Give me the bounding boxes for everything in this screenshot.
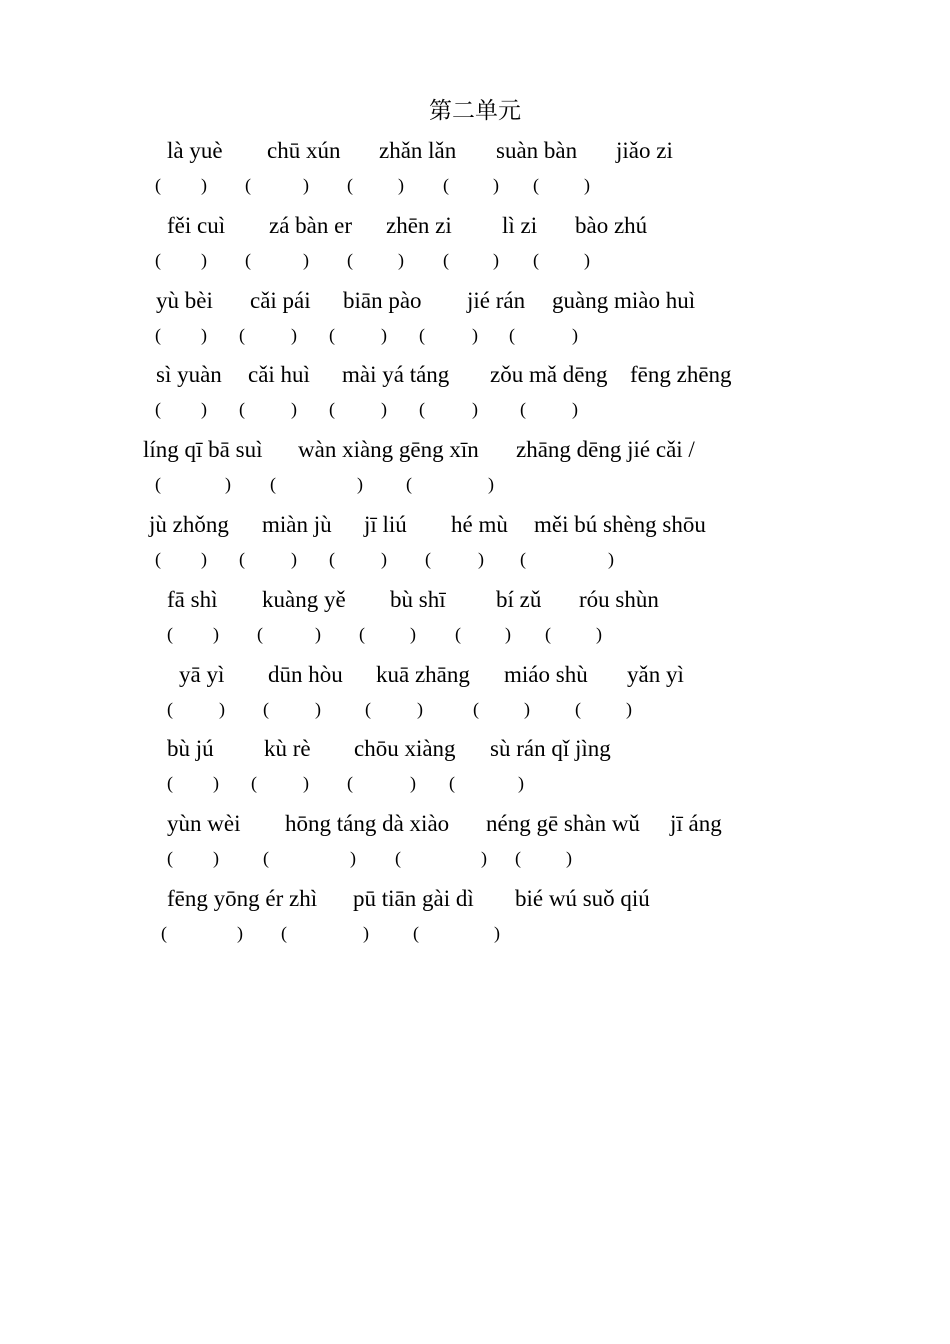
pinyin-word: wàn xiàng gēng xīn [298,437,479,462]
answer-blank-close-paren: ) [596,624,602,644]
answer-blank-close-paren: ) [572,325,578,345]
answer-blank-close-paren: ) [213,848,219,868]
pinyin-word: kuàng yě [262,587,346,612]
answer-blank-close-paren: ) [315,624,321,644]
answer-blank-open-paren: ( [443,175,449,195]
answer-blank-open-paren: ( [155,325,161,345]
pinyin-word: hé mù [451,512,508,537]
pinyin-word: bié wú suǒ qiú [515,886,650,911]
answer-blank-open-paren: ( [155,474,161,494]
answer-blank-open-paren: ( [167,699,173,719]
answer-blank-open-paren: ( [329,549,335,569]
answer-blank-close-paren: ) [494,923,500,943]
pinyin-word: jiǎo zi [616,138,673,163]
answer-blank-open-paren: ( [365,699,371,719]
answer-blank-open-paren: ( [545,624,551,644]
pinyin-word: fěi cuì [167,213,226,238]
answer-blank-open-paren: ( [347,175,353,195]
answer-blank-close-paren: ) [237,923,243,943]
pinyin-word: zá bàn er [269,213,352,238]
pinyin-word: chū xún [267,138,341,163]
answer-blank-open-paren: ( [419,399,425,419]
answer-blank-close-paren: ) [493,250,499,270]
answer-blank-close-paren: ) [488,474,494,494]
answer-blank-open-paren: ( [425,549,431,569]
pinyin-word: biān pào [343,288,422,313]
pinyin-word: jié rán [467,288,526,313]
pinyin-word: yǎn yì [627,662,684,687]
answer-blank-open-paren: ( [419,325,425,345]
pinyin-word: bù jú [167,736,214,761]
answer-blank-open-paren: ( [520,399,526,419]
answer-blank-open-paren: ( [245,250,251,270]
pinyin-word: suàn bàn [496,138,578,163]
page-title: 第二单元 [429,98,521,123]
answer-blank-close-paren: ) [518,773,524,793]
pinyin-word: kù rè [264,736,311,761]
answer-blank-open-paren: ( [329,325,335,345]
answer-blank-open-paren: ( [245,175,251,195]
pinyin-word: jī áng [670,811,722,836]
answer-blank-open-paren: ( [155,175,161,195]
pinyin-word: bù shī [390,587,446,612]
answer-blank-close-paren: ) [357,474,363,494]
answer-blank-open-paren: ( [329,399,335,419]
pinyin-word: miàn jù [262,512,332,537]
pinyin-word: yā yì [179,662,225,687]
answer-blank-close-paren: ) [398,175,404,195]
pinyin-word: fēng yōng ér zhì [167,886,318,911]
answer-blank-close-paren: ) [478,549,484,569]
answer-blank-close-paren: ) [626,699,632,719]
answer-blank-close-paren: ) [481,848,487,868]
answer-blank-close-paren: ) [201,325,207,345]
answer-blank-close-paren: ) [303,250,309,270]
answer-blank-close-paren: ) [381,399,387,419]
answer-blank-open-paren: ( [167,624,173,644]
answer-blank-close-paren: ) [363,923,369,943]
answer-blank-open-paren: ( [239,399,245,419]
answer-blank-open-paren: ( [406,474,412,494]
answer-blank-open-paren: ( [455,624,461,644]
pinyin-word: cǎi huì [248,362,310,387]
answer-blank-close-paren: ) [398,250,404,270]
answer-blank-close-paren: ) [303,773,309,793]
pinyin-word: mài yá táng [342,362,450,387]
answer-blank-open-paren: ( [575,699,581,719]
pinyin-word: pū tiān gài dì [353,886,474,911]
answer-blank-open-paren: ( [449,773,455,793]
answer-blank-open-paren: ( [270,474,276,494]
answer-blank-open-paren: ( [263,848,269,868]
answer-blank-open-paren: ( [520,549,526,569]
answer-blank-close-paren: ) [381,325,387,345]
answer-blank-close-paren: ) [472,325,478,345]
answer-blank-close-paren: ) [225,474,231,494]
pinyin-word: bí zǔ [496,587,542,612]
answer-blank-open-paren: ( [281,923,287,943]
answer-blank-close-paren: ) [566,848,572,868]
answer-blank-close-paren: ) [608,549,614,569]
answer-blank-open-paren: ( [533,175,539,195]
pinyin-word: sù rán qǐ jìng [490,736,611,761]
answer-blank-close-paren: ) [505,624,511,644]
answer-blank-close-paren: ) [410,773,416,793]
answer-blank-close-paren: ) [410,624,416,644]
answer-blank-close-paren: ) [572,399,578,419]
answer-blank-close-paren: ) [350,848,356,868]
pinyin-word: lì zi [502,213,538,238]
pinyin-word: yù bèi [156,288,213,313]
pinyin-word: cǎi pái [250,288,311,313]
pinyin-word: zǒu mǎ dēng [490,362,608,387]
answer-blank-close-paren: ) [219,699,225,719]
answer-blank-open-paren: ( [161,923,167,943]
answer-blank-open-paren: ( [239,549,245,569]
answer-blank-open-paren: ( [359,624,365,644]
pinyin-word: jù zhǒng [149,512,229,537]
answer-blank-close-paren: ) [381,549,387,569]
pinyin-word: yùn wèi [167,811,241,836]
answer-blank-open-paren: ( [509,325,515,345]
pinyin-word: dūn hòu [268,662,343,687]
pinyin-word: chōu xiàng [354,736,456,761]
answer-blank-open-paren: ( [347,250,353,270]
pinyin-word: néng gē shàn wǔ [486,811,640,836]
answer-blank-open-paren: ( [167,773,173,793]
answer-blank-close-paren: ) [291,549,297,569]
answer-blank-open-paren: ( [515,848,521,868]
answer-blank-open-paren: ( [239,325,245,345]
answer-blank-open-paren: ( [155,250,161,270]
pinyin-word: hōng táng dà xiào [285,811,450,836]
pinyin-word: líng qī bā suì [143,437,263,462]
answer-blank-close-paren: ) [303,175,309,195]
answer-blank-close-paren: ) [291,399,297,419]
pinyin-word: fā shì [167,587,218,612]
pinyin-word: róu shùn [579,587,659,612]
answer-blank-open-paren: ( [443,250,449,270]
answer-blank-open-paren: ( [413,923,419,943]
answer-blank-close-paren: ) [213,624,219,644]
answer-blank-close-paren: ) [472,399,478,419]
pinyin-word: zhēn zi [386,213,452,238]
answer-blank-close-paren: ) [291,325,297,345]
pinyin-word: guàng miào huì [552,288,696,313]
answer-blank-open-paren: ( [263,699,269,719]
answer-blank-close-paren: ) [201,250,207,270]
answer-blank-close-paren: ) [524,699,530,719]
answer-blank-open-paren: ( [347,773,353,793]
answer-blank-close-paren: ) [584,250,590,270]
pinyin-word: měi bú shèng shōu [534,512,706,537]
pinyin-word: jī liú [364,512,407,537]
answer-blank-close-paren: ) [213,773,219,793]
answer-blank-open-paren: ( [167,848,173,868]
pinyin-word: zhāng dēng jié cǎi / [516,437,695,462]
answer-blank-open-paren: ( [155,399,161,419]
pinyin-word: bào zhú [575,213,648,238]
answer-blank-open-paren: ( [473,699,479,719]
pinyin-word: kuā zhāng [376,662,470,687]
pinyin-word: zhǎn lǎn [379,138,457,163]
answer-blank-close-paren: ) [315,699,321,719]
answer-blank-close-paren: ) [493,175,499,195]
answer-blank-close-paren: ) [201,399,207,419]
answer-blank-open-paren: ( [533,250,539,270]
answer-blank-open-paren: ( [155,549,161,569]
pinyin-word: miáo shù [504,662,588,687]
answer-blank-close-paren: ) [584,175,590,195]
answer-blank-close-paren: ) [201,549,207,569]
pinyin-word: là yuè [167,138,223,163]
answer-blank-open-paren: ( [257,624,263,644]
answer-blank-open-paren: ( [395,848,401,868]
answer-blank-open-paren: ( [251,773,257,793]
answer-blank-close-paren: ) [201,175,207,195]
pinyin-word: fēng zhēng [630,362,732,387]
answer-blank-close-paren: ) [417,699,423,719]
pinyin-word: sì yuàn [156,362,222,387]
